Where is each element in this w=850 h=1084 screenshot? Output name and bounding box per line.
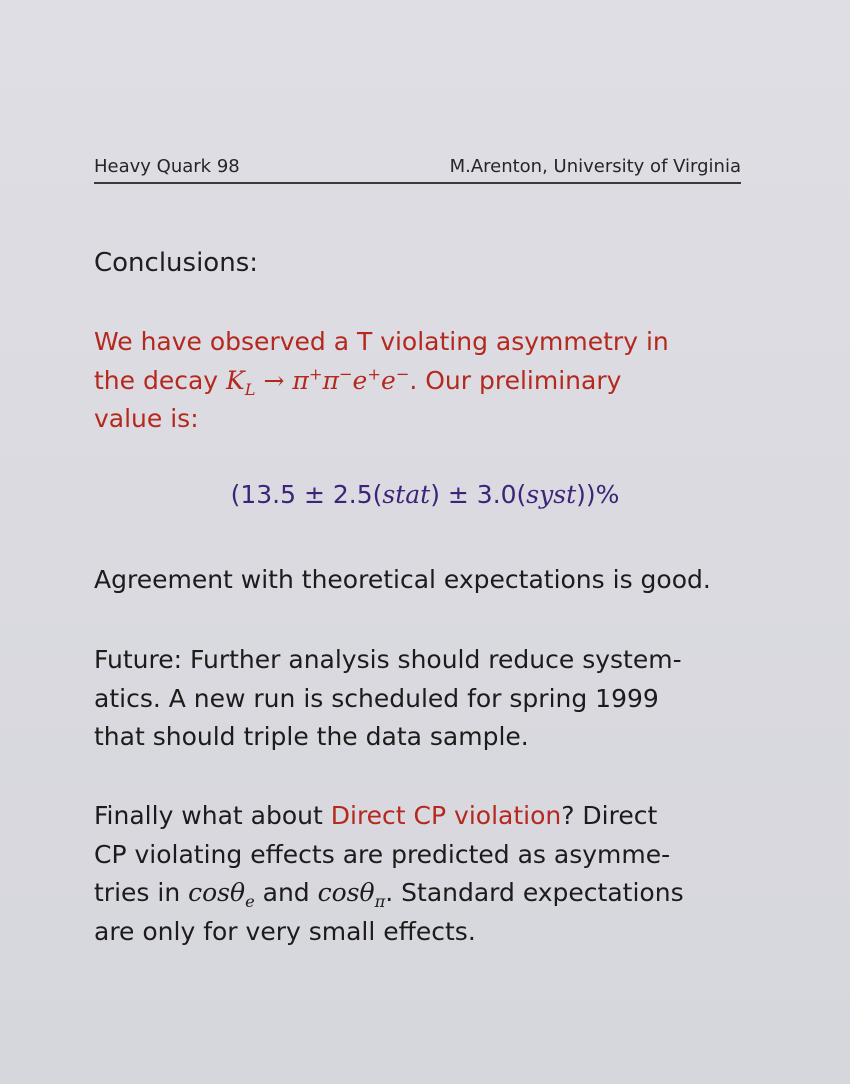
direct-cp-paragraph: [94, 797, 754, 951]
result-syst-label: syst: [526, 480, 577, 509]
cos-theta-pi-subscript: π: [374, 892, 386, 911]
direct-cp-line-1: [94, 797, 754, 836]
positron-charge: +: [367, 364, 381, 384]
slide-header: [94, 156, 741, 184]
observation-line-1: We have observed a T violating asymmetry in: [94, 327, 669, 356]
observation-line-3: value is:: [94, 404, 199, 433]
conference-name: Heavy Quark 98: [94, 156, 240, 177]
direct-cp-line-3: [94, 874, 754, 913]
cos-theta-e-subscript: e: [245, 892, 255, 911]
asymmetry-result: [0, 480, 850, 509]
electron-charge: −: [395, 364, 410, 384]
pion-minus-charge: −: [338, 364, 353, 384]
kaon-symbol: K: [226, 365, 245, 395]
positron-symbol: e: [352, 365, 368, 395]
future-paragraph: [94, 641, 754, 757]
cos-theta-pi: cosθ: [317, 878, 375, 907]
pion-plus-symbol: π: [292, 365, 309, 395]
tries-in-text: tries in: [94, 878, 189, 907]
cos-theta-e: cosθ: [188, 878, 246, 907]
direct-cp-line-2: CP violating effects are predicted as asymme-: [94, 839, 671, 869]
result-value-open: (13.5 ± 2.5(: [230, 480, 383, 509]
observation-line-2: [94, 362, 754, 401]
future-line-1: Future: Further analysis should reduce system-: [94, 645, 682, 674]
result-value-mid: ) ± 3.0(: [430, 480, 527, 509]
result-stat-label: stat: [382, 480, 431, 509]
electron-symbol: e: [380, 365, 396, 395]
kaon-subscript: L: [244, 379, 256, 399]
pion-plus-charge: +: [308, 364, 323, 384]
finally-direct-text: ? Direct: [561, 801, 658, 830]
author-affiliation: M.Arenton, University of Virginia: [449, 156, 741, 177]
result-value-close: ))%: [576, 480, 620, 509]
agreement-paragraph: Agreement with theoretical expectations is good.: [94, 565, 711, 594]
preliminary-text: . Our preliminary: [409, 365, 622, 395]
finally-intro-text: Finally what about: [94, 801, 331, 830]
future-line-3: that should triple the data sample.: [94, 722, 529, 751]
and-text: and: [254, 878, 318, 907]
direct-cp-highlight: Direct CP violation: [330, 801, 562, 830]
decay-arrow: →: [263, 365, 285, 395]
observation-paragraph: [94, 323, 754, 439]
future-line-2: atics. A new run is scheduled for spring 1999: [94, 683, 659, 713]
standard-expectations-text: . Standard expectations: [385, 878, 684, 907]
section-heading: Conclusions:: [94, 248, 258, 278]
decay-intro-text: the decay: [94, 365, 219, 395]
direct-cp-line-4: are only for very small effects.: [94, 916, 476, 946]
pion-minus-symbol: π: [322, 365, 339, 395]
